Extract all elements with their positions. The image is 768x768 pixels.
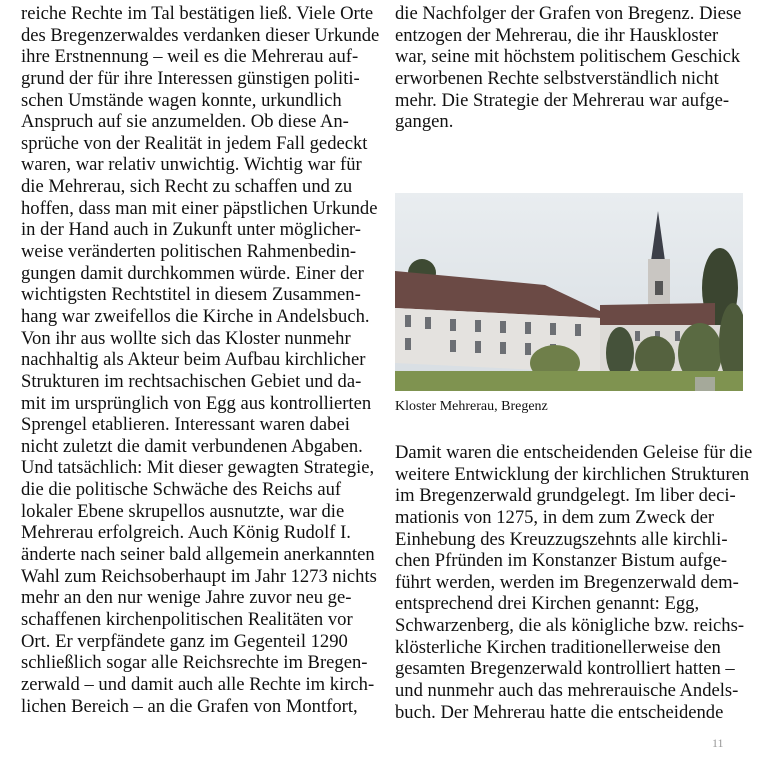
text-line: Damit waren die entscheidenden Geleise für die	[395, 442, 753, 463]
text-line: schaffenen kirchenpolitischen Realitäten vor	[21, 608, 353, 630]
right-column-paragraph-1	[395, 3, 745, 133]
text-line: nicht zuletzt die damit verbundenen Abgaben.	[21, 435, 363, 457]
page-number: 11	[712, 736, 724, 750]
text-line: zerwald – und damit auch alle Rechte im kirch-	[21, 673, 375, 695]
text-line: Von ihr aus wollte sich das Kloster nunmehr	[21, 327, 351, 349]
text-line: mehr an den nur wenige Jahre zuvor neu ge-	[21, 587, 352, 609]
text-line: gesamten Bregenzerwald kontrolliert hatten –	[395, 658, 735, 680]
text-line: gangen.	[395, 111, 454, 133]
text-line: des Bregenzerwaldes verdanken dieser Urkunde	[21, 24, 380, 46]
text-line: und nunmehr auch das mehrerauische Andels-	[395, 680, 739, 702]
text-line: Anspruch auf sie anzumelden. Ob diese An-	[21, 111, 349, 133]
text-line: entsprechend drei Kirchen genannt: Egg,	[395, 593, 700, 615]
text-line: die Mehrerau, sich Recht zu schaffen und zu	[21, 176, 353, 198]
photo-caption: Kloster Mehrerau, Bregenz	[395, 399, 548, 414]
text-line: weitere Entwicklung der kirchlichen Strukturen	[395, 463, 750, 485]
text-line: klösterliche Kirchen traditionellerweise den	[395, 636, 721, 658]
text-line: lokaler Ebene skrupellos ausnutzte, war die	[21, 500, 345, 522]
text-line: Einhebung des Kreuzzugszehnts alle kirchli-	[395, 528, 728, 550]
text-line: Schwarzenberg, die als königliche bzw. reichs-	[395, 615, 745, 637]
text-line: hoffen, dass man mit einer päpstlichen Urkunde	[21, 197, 378, 219]
text-line: grund der für ihre Interessen günstigen politi-	[21, 67, 360, 89]
text-line: nachhaltig als Akteur beim Aufbau kirchlicher	[21, 349, 366, 371]
text-line: änderte nach seiner bald allgemein anerkannten	[21, 544, 375, 566]
text-line: hang war zweifellos die Kirche in Andelsbuch.	[21, 305, 370, 327]
text-line: Sprengel etablieren. Interessant waren dabei	[21, 414, 350, 436]
text-line: entzogen der Mehrerau, die ihr Hauskloster	[395, 24, 719, 46]
text-line: chen Pfründen im Konstanzer Bistum aufge-	[395, 550, 728, 572]
text-line: weise veränderten politischen Rahmenbedin-	[21, 241, 357, 263]
text-line: im Bregenzerwald grundgelegt. Im liber deci-	[395, 485, 736, 507]
text-line: schen Umstände wagen konnte, urkundlich	[21, 89, 342, 111]
text-line: mationis von 1275, in dem zum Zweck der	[395, 506, 715, 528]
text-line: sprüche von der Realität in jedem Fall gedeckt	[21, 132, 368, 154]
monastery-photo	[395, 193, 743, 391]
text-line: erworbenen Rechte selbstverständlich nicht	[395, 67, 719, 89]
text-line: die Nachfolger der Grafen von Bregenz. Diese	[395, 3, 742, 24]
text-line: mit im ursprünglich von Egg aus kontrollierten	[21, 392, 372, 414]
text-line: die die politische Schwäche des Reichs auf	[21, 479, 342, 501]
text-line: führt werden, werden im Bregenzerwald dem-	[395, 571, 739, 593]
text-line: reiche Rechte im Tal bestätigen ließ. Viele Orte	[21, 3, 374, 24]
text-line: Strukturen im rechtsachischen Gebiet und da-	[21, 370, 362, 392]
text-line: mehr. Die Strategie der Mehrerau war aufge-	[395, 89, 730, 111]
text-line: schließlich sogar alle Reichsrechte im Bregen-	[21, 652, 368, 674]
text-line: war, seine mit höchstem politischem Geschick	[395, 46, 741, 68]
text-line: Und tatsächlich: Mit dieser gewagten Strategie,	[21, 457, 375, 479]
text-line: in der Hand auch in Zukunft unter möglicher-	[21, 219, 361, 241]
text-line: Ort. Er verpfändete ganz im Gegenteil 1290	[21, 630, 348, 652]
text-line: Mehrerau erfolgreich. Auch König Rudolf I.	[21, 522, 351, 544]
text-line: wichtigsten Rechtstitel in diesem Zusammen-	[21, 284, 361, 306]
text-line: ihre Erstnennung – weil es die Mehrerau auf-	[21, 46, 359, 68]
text-line: lichen Bereich – an die Grafen von Montfort,	[21, 695, 358, 717]
text-line: Wahl zum Reichsoberhaupt im Jahr 1273 nichts	[21, 565, 377, 587]
right-column-paragraph-2	[395, 442, 753, 723]
text-line: waren, war relativ unwichtig. Wichtig war für	[21, 154, 362, 176]
text-line: buch. Der Mehrerau hatte die entscheidende	[395, 701, 724, 723]
text-line: gungen damit durchkommen würde. Einer der	[21, 262, 364, 284]
left-column-text	[21, 3, 380, 717]
